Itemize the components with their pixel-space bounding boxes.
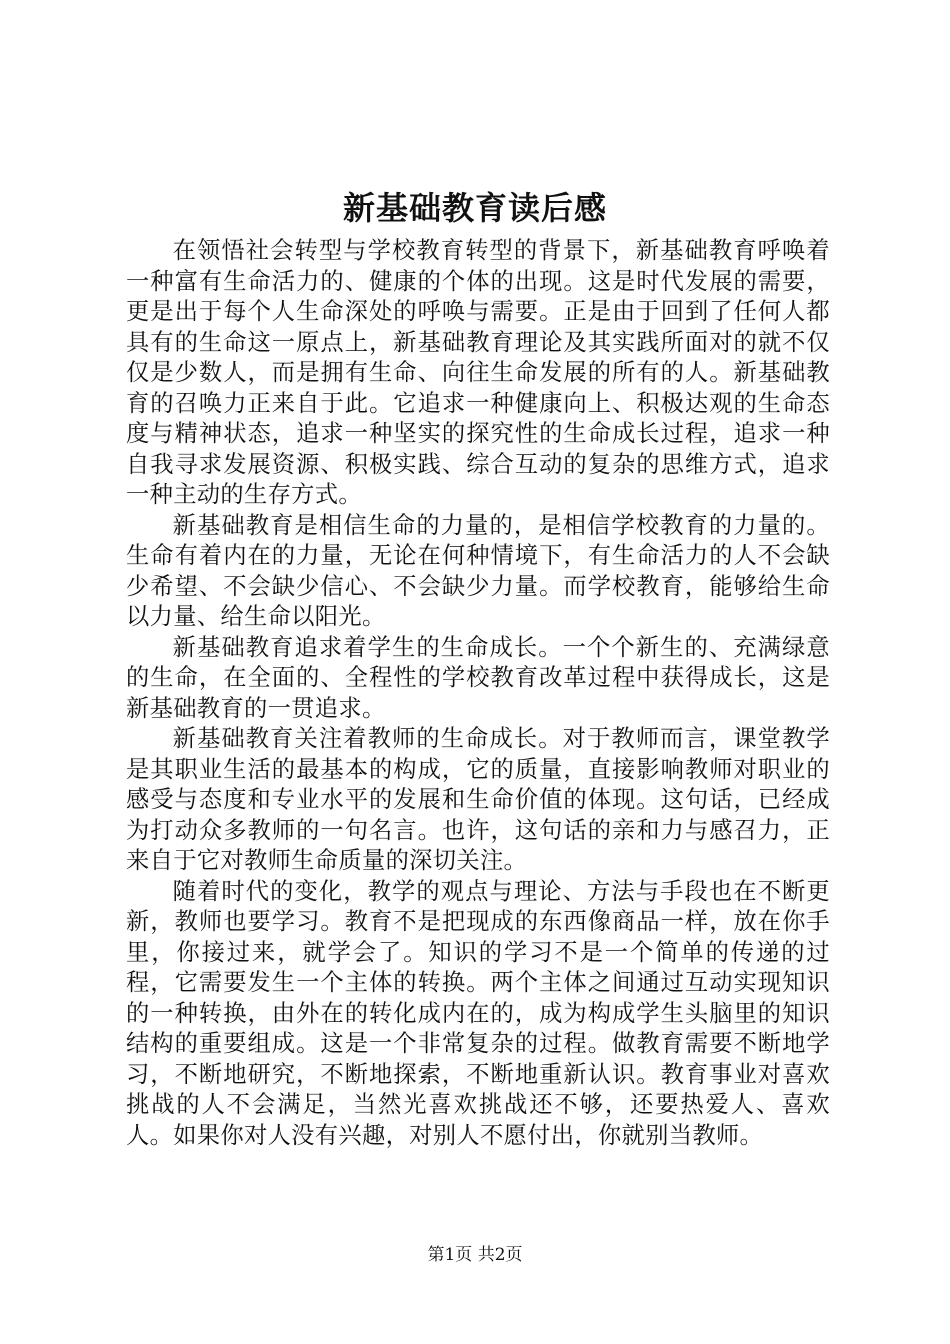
paragraph-2: 新基础教育是相信生命的力量的，是相信学校教育的力量的。生命有着内在的力量，无论在何种情境下，有生命活力的人不会缺少希望、不会缺少信心、不会缺少力量。而学校教育，能够给生命以力量、给生命以阳光。 — [126, 511, 830, 630]
paragraph-5: 随着时代的变化，教学的观点与理论、方法与手段也在不断更新，教师也要学习。教育不是把现成的东西像商品一样，放在你手里，你接过来，就学会了。知识的学习不是一个简单的传递的过程，它需要发生一个主体的转换。两个主体之间通过互动实现知识的一种转换，由外在的转化成内在的，成为构成学生头脑里的知识结构的重要组成。这是一个非常复杂的过程。做教育需要不断地学习，不断地研究，不断地探索，不断地重新认识。教育事业对喜欢挑战的人不会满足，当然光喜欢挑战还不够，还要热爱人、喜欢人。如果你对人没有兴趣，对别人不愿付出，你就别当教师。 — [126, 877, 830, 1149]
page-footer: 第1页 共2页 — [427, 1245, 523, 1265]
paragraph-1: 在领悟社会转型与学校教育转型的背景下，新基础教育呼唤着一种富有生命活力的、健康的个体的出现。这是时代发展的需要，更是出于每个人生命深处的呼唤与需要。正是由于回到了任何人都具有的生命这一原点上，新基础教育理论及其实践所面对的就不仅仅是少数人，而是拥有生命、向往生命发展的所有的人。新基础教育的召唤力正来自于此。它追求一种健康向上、积极达观的生命态度与精神状态，追求一种坚实的探究性的生命成长过程，追求一种自我寻求发展资源、积极实践、综合互动的复杂的思维方式，追求一种主动的生存方式。 — [126, 237, 830, 508]
document-title: 新基础教育读后感 — [342, 189, 607, 227]
paragraph-3: 新基础教育追求着学生的生命成长。一个个新生的、充满绿意的生命，在全面的、全程性的学校教育改革过程中获得成长，这是新基础教育的一贯追求。 — [126, 633, 830, 722]
document-body — [126, 236, 830, 1151]
paragraph-4: 新基础教育关注着教师的生命成长。对于教师而言，课堂教学是其职业生活的最基本的构成，它的质量，直接影响教师对职业的感受与态度和专业水平的发展和生命价值的体现。这句话，已经成为打动众多教师的一句名言。也许，这句话的亲和力与感召力，正来自于它对教师生命质量的深切关注。 — [126, 725, 830, 874]
